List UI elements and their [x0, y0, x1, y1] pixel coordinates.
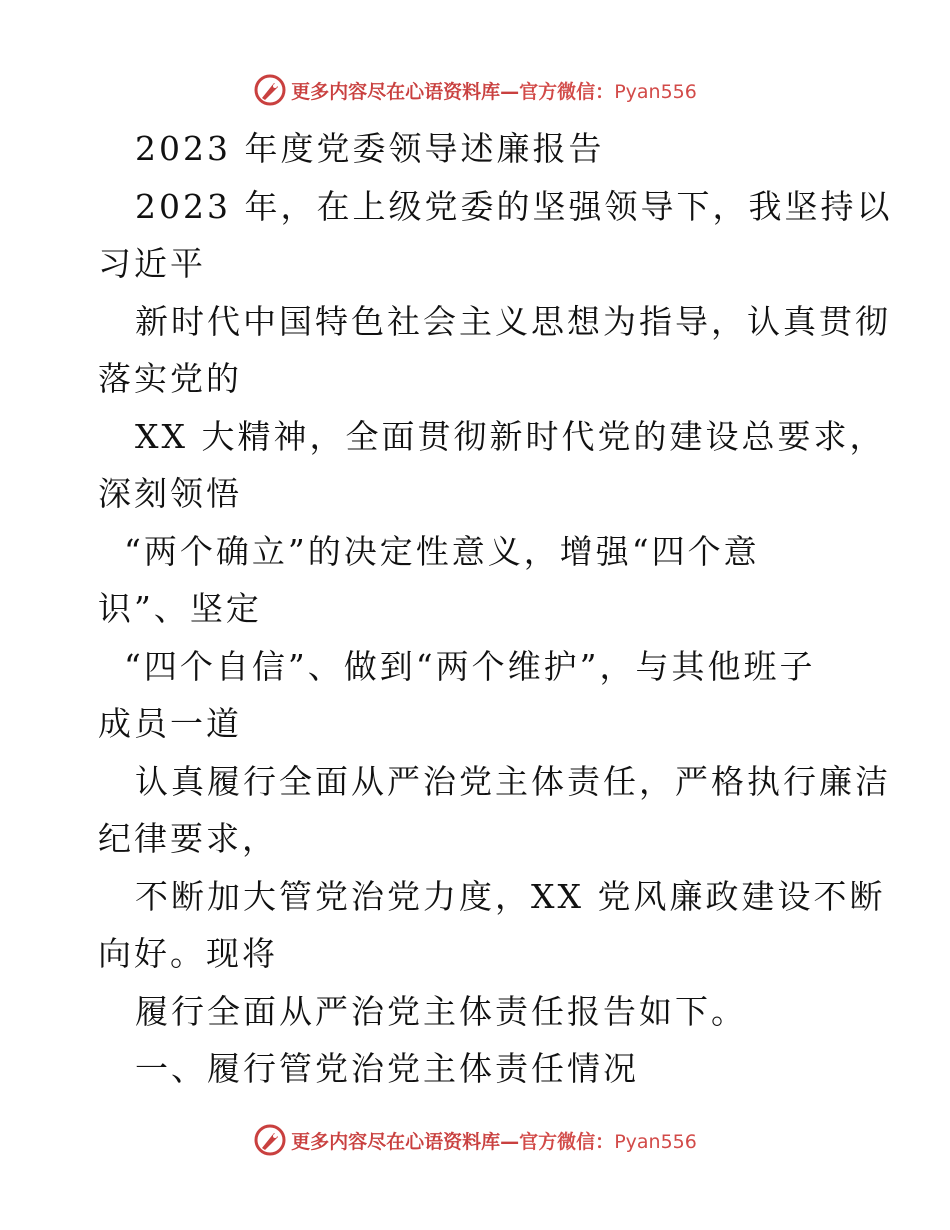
paragraph-line: 不断加大管党治党力度，XX 党风廉政建设不断: [135, 876, 886, 916]
footer-watermark-banner: [0, 1120, 950, 1160]
paragraph-line: 深刻领悟: [98, 474, 242, 513]
paragraph-line: 纪律要求，: [98, 819, 278, 858]
paragraph-line: 2023 年，在上级党委的坚强领导下，我坚持以: [135, 186, 893, 226]
pen-nib-logo-icon: [253, 1123, 287, 1157]
document-body: [98, 120, 893, 1098]
paragraph-line: 向好。现将: [98, 934, 278, 973]
section-heading: 一、履行管党治党主体责任情况: [135, 1049, 639, 1088]
paragraph-line: 认真履行全面从严治党主体责任，严格执行廉洁: [135, 761, 891, 801]
watermark-text: 更多内容尽在心语资料库—官方微信：Pyan556: [291, 80, 697, 103]
paragraph-line: 履行全面从严治党主体责任报告如下。: [135, 991, 747, 1031]
paragraph-line: “两个确立”的决定性意义，增强“四个意: [124, 531, 760, 571]
paragraph-line: 新时代中国特色社会主义思想为指导，认真贯彻: [135, 301, 891, 341]
header-watermark-banner: [0, 70, 950, 110]
paragraph-line: 落实党的: [98, 359, 242, 398]
paragraph-line: 习近平: [98, 244, 206, 283]
watermark-text: 更多内容尽在心语资料库—官方微信：Pyan556: [291, 1130, 697, 1153]
paragraph-line: “四个自信”、做到“两个维护”，与其他班子: [124, 646, 816, 686]
paragraph-line: XX 大精神，全面贯彻新时代党的建设总要求，: [135, 416, 886, 456]
paragraph-line: 识”、坚定: [98, 589, 262, 628]
document-title: 2023 年度党委领导述廉报告: [135, 129, 605, 168]
paragraph-line: 成员一道: [98, 704, 242, 743]
pen-nib-logo-icon: [253, 73, 287, 107]
